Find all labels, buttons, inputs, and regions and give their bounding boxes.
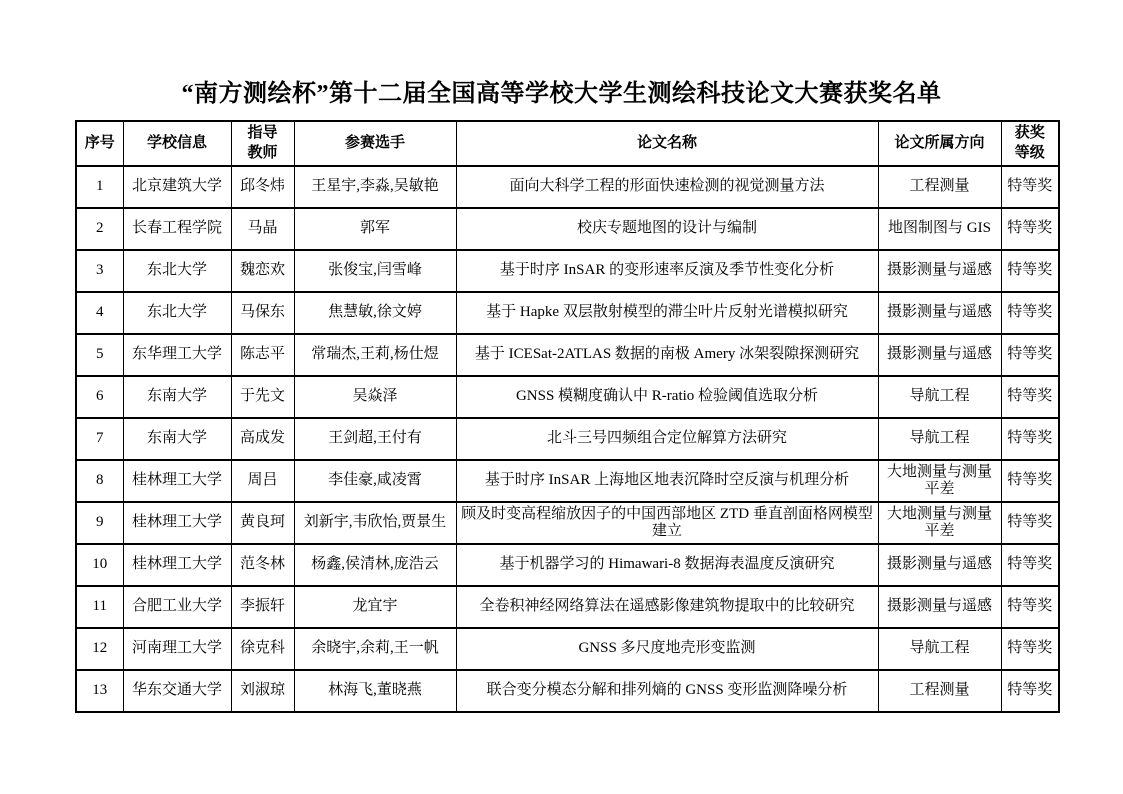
cell-no: 2 (76, 208, 123, 250)
cell-school: 长春工程学院 (123, 208, 231, 250)
cell-participants: 吴焱泽 (294, 376, 456, 418)
table-row (76, 292, 1059, 334)
cell-participants: 刘新宇,韦欣怡,贾景生 (294, 502, 456, 544)
cell-paper-title: 基于时序 InSAR 的变形速率反演及季节性变化分析 (456, 250, 878, 292)
cell-paper-title: 全卷积神经网络算法在遥感影像建筑物提取中的比较研究 (456, 586, 878, 628)
cell-participants: 李佳豪,咸凌霄 (294, 460, 456, 502)
cell-school: 桂林理工大学 (123, 502, 231, 544)
cell-advisor: 周吕 (231, 460, 294, 502)
cell-award: 特等奖 (1001, 166, 1059, 208)
header-cell-award (1001, 121, 1059, 166)
cell-no: 5 (76, 334, 123, 376)
cell-direction: 摄影测量与遥感 (878, 250, 1001, 292)
cell-school: 华东交通大学 (123, 670, 231, 712)
cell-award: 特等奖 (1001, 292, 1059, 334)
cell-direction: 摄影测量与遥感 (878, 586, 1001, 628)
table-row (76, 250, 1059, 292)
cell-advisor: 李振轩 (231, 586, 294, 628)
cell-direction: 大地测量与测量平差 (878, 502, 1001, 544)
cell-direction: 导航工程 (878, 418, 1001, 460)
cell-no: 4 (76, 292, 123, 334)
cell-direction: 工程测量 (878, 166, 1001, 208)
header-cell-advisor (231, 121, 294, 166)
cell-school: 合肥工业大学 (123, 586, 231, 628)
cell-participants: 王星宇,李淼,吴敏艳 (294, 166, 456, 208)
cell-award: 特等奖 (1001, 586, 1059, 628)
table-row (76, 628, 1059, 670)
cell-award: 特等奖 (1001, 418, 1059, 460)
cell-direction: 大地测量与测量平差 (878, 460, 1001, 502)
header-cell-direction: 论文所属方向 (878, 121, 1001, 166)
cell-award: 特等奖 (1001, 544, 1059, 586)
cell-no: 1 (76, 166, 123, 208)
cell-advisor: 马保东 (231, 292, 294, 334)
cell-paper-title: 联合变分模态分解和排列熵的 GNSS 变形监测降噪分析 (456, 670, 878, 712)
cell-no: 10 (76, 544, 123, 586)
table-row (76, 376, 1059, 418)
table-header-row (76, 121, 1059, 166)
cell-advisor: 刘淑琼 (231, 670, 294, 712)
cell-award: 特等奖 (1001, 628, 1059, 670)
header-cell-award-label: 获奖等级 (1014, 125, 1045, 161)
cell-school: 桂林理工大学 (123, 460, 231, 502)
table-row (76, 460, 1059, 502)
cell-direction: 导航工程 (878, 376, 1001, 418)
cell-paper-title: GNSS 模糊度确认中 R-ratio 检验阈值选取分析 (456, 376, 878, 418)
cell-no: 12 (76, 628, 123, 670)
cell-award: 特等奖 (1001, 334, 1059, 376)
cell-participants: 焦慧敏,徐文婷 (294, 292, 456, 334)
cell-advisor: 马晶 (231, 208, 294, 250)
cell-participants: 张俊宝,闫雪峰 (294, 250, 456, 292)
cell-direction: 摄影测量与遥感 (878, 544, 1001, 586)
cell-paper-title: 基于 Hapke 双层散射模型的滞尘叶片反射光谱模拟研究 (456, 292, 878, 334)
cell-paper-title: 基于时序 InSAR 上海地区地表沉降时空反演与机理分析 (456, 460, 878, 502)
cell-award: 特等奖 (1001, 460, 1059, 502)
cell-award: 特等奖 (1001, 670, 1059, 712)
cell-no: 6 (76, 376, 123, 418)
header-cell-no: 序号 (76, 121, 123, 166)
header-cell-advisor-label: 指导教师 (247, 125, 278, 161)
cell-advisor: 陈志平 (231, 334, 294, 376)
cell-school: 东北大学 (123, 250, 231, 292)
cell-no: 3 (76, 250, 123, 292)
cell-award: 特等奖 (1001, 208, 1059, 250)
cell-advisor: 黄良珂 (231, 502, 294, 544)
cell-participants: 余晓宇,余莉,王一帆 (294, 628, 456, 670)
cell-participants: 杨鑫,侯清林,庞浩云 (294, 544, 456, 586)
cell-no: 9 (76, 502, 123, 544)
cell-advisor: 魏恋欢 (231, 250, 294, 292)
cell-school: 东北大学 (123, 292, 231, 334)
table-row (76, 670, 1059, 712)
cell-direction: 地图制图与 GIS (878, 208, 1001, 250)
document-title: “南方测绘杯”第十二届全国高等学校大学生测绘科技论文大赛获奖名单 (181, 81, 942, 107)
cell-award: 特等奖 (1001, 502, 1059, 544)
cell-paper-title: 北斗三号四频组合定位解算方法研究 (456, 418, 878, 460)
cell-no: 8 (76, 460, 123, 502)
cell-no: 11 (76, 586, 123, 628)
cell-paper-title: 校庆专题地图的设计与编制 (456, 208, 878, 250)
table-row (76, 502, 1059, 544)
table-row (76, 166, 1059, 208)
cell-school: 东南大学 (123, 376, 231, 418)
cell-school: 河南理工大学 (123, 628, 231, 670)
cell-paper-title: GNSS 多尺度地壳形变监测 (456, 628, 878, 670)
cell-school: 东华理工大学 (123, 334, 231, 376)
cell-no: 7 (76, 418, 123, 460)
cell-school: 北京建筑大学 (123, 166, 231, 208)
cell-school: 桂林理工大学 (123, 544, 231, 586)
header-cell-paper-title: 论文名称 (456, 121, 878, 166)
cell-no: 13 (76, 670, 123, 712)
header-cell-participants: 参赛选手 (294, 121, 456, 166)
header-cell-school: 学校信息 (123, 121, 231, 166)
cell-participants: 郭军 (294, 208, 456, 250)
cell-direction: 摄影测量与遥感 (878, 334, 1001, 376)
cell-direction: 摄影测量与遥感 (878, 292, 1001, 334)
table-body (76, 166, 1059, 712)
cell-direction: 导航工程 (878, 628, 1001, 670)
cell-participants: 王剑超,王付有 (294, 418, 456, 460)
cell-paper-title: 面向大科学工程的形面快速检测的视觉测量方法 (456, 166, 878, 208)
cell-award: 特等奖 (1001, 376, 1059, 418)
table-row (76, 544, 1059, 586)
cell-paper-title: 基于 ICESat-2ATLAS 数据的南极 Amery 冰架裂隙探测研究 (456, 334, 878, 376)
table-row (76, 208, 1059, 250)
cell-award: 特等奖 (1001, 250, 1059, 292)
table-row (76, 586, 1059, 628)
cell-advisor: 高成发 (231, 418, 294, 460)
cell-advisor: 于先文 (231, 376, 294, 418)
cell-paper-title: 顾及时变高程缩放因子的中国西部地区 ZTD 垂直剖面格网模型建立 (456, 502, 878, 544)
cell-paper-title: 基于机器学习的 Himawari-8 数据海表温度反演研究 (456, 544, 878, 586)
cell-direction: 工程测量 (878, 670, 1001, 712)
table-row (76, 334, 1059, 376)
cell-school: 东南大学 (123, 418, 231, 460)
cell-participants: 龙宜宇 (294, 586, 456, 628)
cell-participants: 林海飞,董晓燕 (294, 670, 456, 712)
awards-table (75, 120, 1060, 713)
cell-advisor: 徐克科 (231, 628, 294, 670)
table-row (76, 418, 1059, 460)
cell-participants: 常瑞杰,王莉,杨仕煜 (294, 334, 456, 376)
cell-advisor: 范冬林 (231, 544, 294, 586)
cell-advisor: 邱冬炜 (231, 166, 294, 208)
